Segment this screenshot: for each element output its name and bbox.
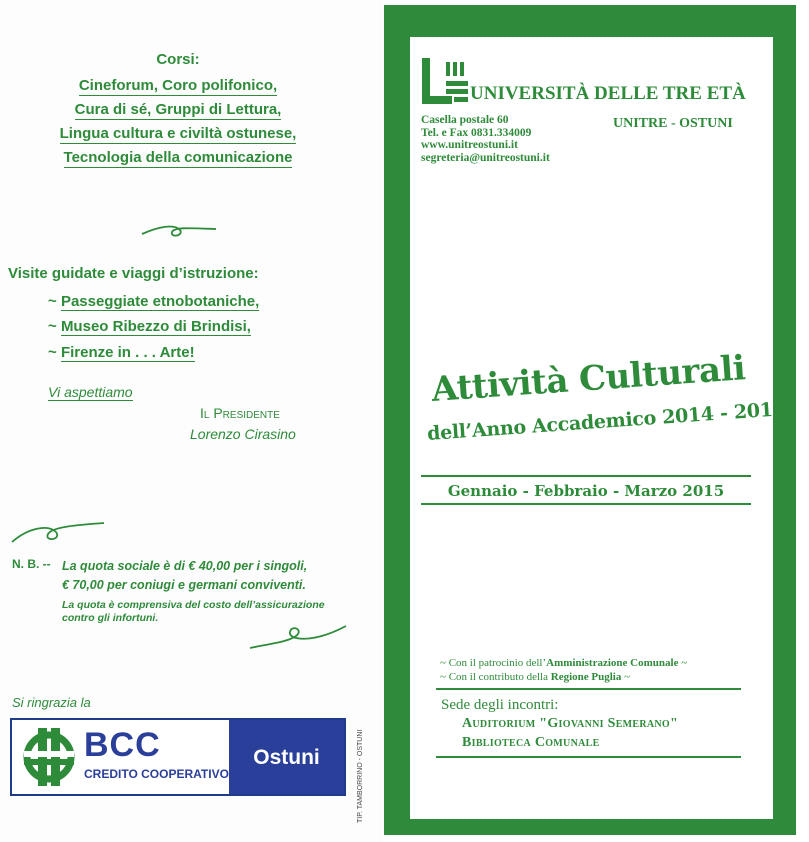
corsi-heading: Corsi: [156,51,200,68]
nb-insurance-line: contro gli infortuni. [62,612,159,624]
contact-address [421,114,550,164]
corsi-item-text: Tecnologia della comunicazione [63,149,293,166]
cover-title: Attività Culturali [430,348,747,410]
divider-line [421,503,751,505]
greeting-text: Vi aspettiamo [48,384,133,400]
university-name: UNIVERSITÀ DELLE TRE ETÀ [470,83,746,104]
visite-prefix: ~ [48,344,61,361]
nb-fee-text [62,557,307,595]
visite-item [48,344,195,361]
contributo-prefix: ~ Con il contributo della [440,671,551,683]
divider-line [421,475,751,477]
sponsor-name: BCC [84,726,161,764]
corsi-item [0,101,356,118]
swirl-ornament-icon [248,622,348,652]
visite-item [48,293,259,310]
sponsor-city-box [229,720,344,794]
sponsor-banner [10,718,346,796]
nb-label: N. B. -- [12,557,51,571]
contributo-line [440,671,630,683]
period-text: Gennaio - Febbraio - Marzo 2015 [447,482,725,500]
chapter-name: UNITRE - OSTUNI [613,116,733,131]
sponsor-subtitle: CREDITO COOPERATIVO [84,767,229,781]
visite-prefix: ~ [48,318,61,335]
nb-fee-line: € 70,00 per coniugi e germani conviventi. [62,578,306,592]
venue-auditorium: Auditorium "Giovanni Semerano" [462,716,679,731]
president-name: Lorenzo Cirasino [190,426,296,442]
president-title: Il Presidente [200,405,280,421]
address-line: Casella postale 60 [421,114,509,126]
visite-item [48,318,251,335]
bcc-logo-icon [20,726,78,788]
visite-text: Passeggiate etnobotaniche, [60,293,260,310]
visite-heading: Visite guidate e viaggi d’istruzione: [8,265,259,282]
thanks-text: Si ringrazia la [12,695,91,710]
contributo-entity: Regione Puglia [550,671,622,683]
corsi-item-text: Cura di sé, Gruppi di Lettura, [74,101,282,118]
printer-credit: TIP. TAMBORRINO - OSTUNI [357,729,364,823]
venue-label: Sede degli incontri: [441,697,559,713]
sponsor-logo-area [12,720,229,794]
swirl-ornament-icon [10,518,106,546]
patrocinio-entity: Amministrazione Comunale [546,657,679,669]
patrocinio-prefix: ~ Con il patrocinio dell’ [440,657,547,669]
corsi-item-text: Lingua cultura e civiltà ostunese, [59,125,297,142]
corsi-list [0,77,356,173]
patrocinio-line [440,657,687,669]
cover-subtitle: dell’Anno Accademico 2014 - 2015 [426,398,787,445]
visite-prefix: ~ [48,293,61,310]
nb-fee-line: La quota sociale è di € 40,00 per i singoli, [62,559,308,573]
email-line: segreteria@unitreostuni.it [421,151,550,164]
visite-text: Museo Ribezzo di Brindisi, [60,318,251,335]
sponsor-city: Ostuni [253,746,320,769]
divider-line [436,688,741,690]
corsi-item [0,77,356,94]
corsi-item-text: Cineforum, Coro polifonico, [78,77,278,94]
divider-line [436,756,741,758]
swirl-ornament-icon [140,218,220,240]
visite-text: Firenze in . . . Arte! [60,344,195,361]
corsi-item [0,125,356,142]
venue-library: Biblioteca Comunale [462,735,600,750]
phone-line: Tel. e Fax 0831.334009 [421,126,532,139]
contributo-suffix: ~ [621,671,631,683]
unitre-logo-icon [420,56,470,106]
corsi-item [0,149,356,166]
patrocinio-suffix: ~ [678,657,688,669]
website-line: www.unitreostuni.it [421,139,518,151]
left-panel [0,0,383,842]
nb-insurance-line: La quota è comprensiva del costo dell’assicurazione [62,599,325,611]
